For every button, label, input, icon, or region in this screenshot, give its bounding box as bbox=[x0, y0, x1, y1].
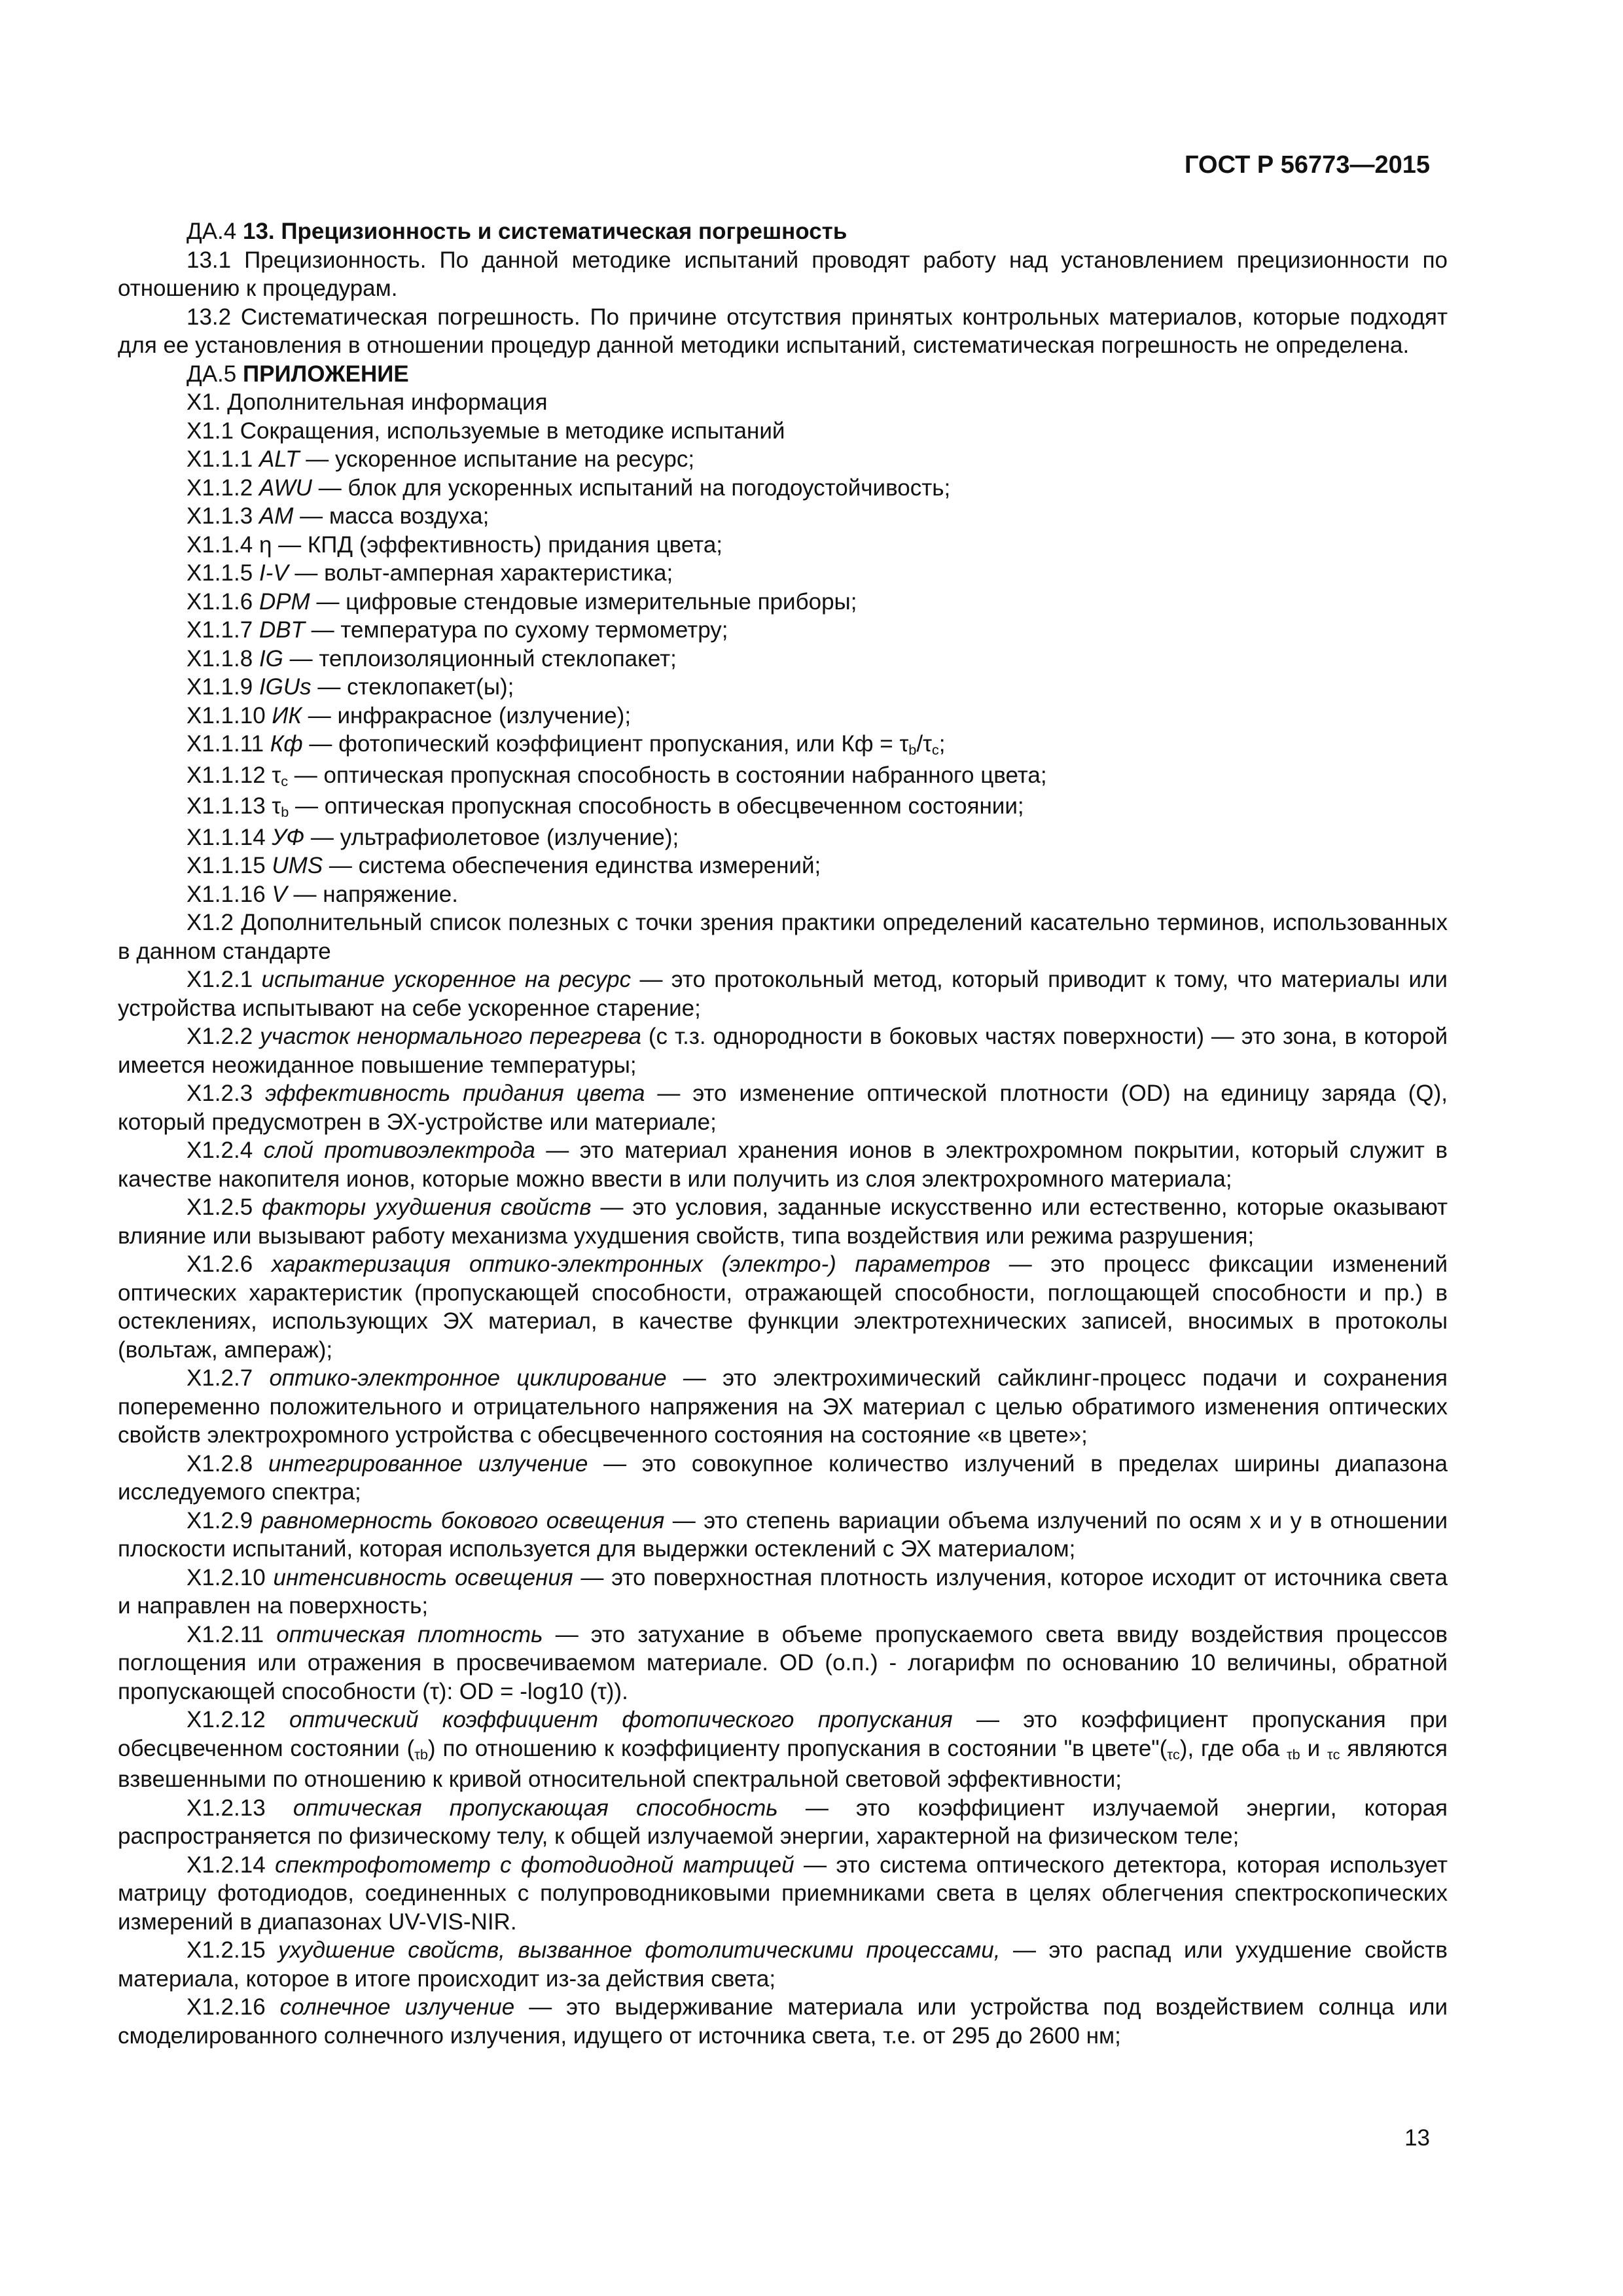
abbr-item: Х1.1.5 I-V — вольт-амперная характеристика; bbox=[187, 560, 673, 586]
paragraph-x1: Х1. Дополнительная информация bbox=[187, 389, 548, 415]
section-da5-heading bbox=[118, 360, 1448, 389]
section-title: 13. Прецизионность и систематическая погрешность bbox=[242, 219, 847, 244]
section-num: ДА.5 bbox=[187, 361, 237, 387]
paragraph-x1-1: Х1.1 Сокращения, используемые в методике испытаний bbox=[187, 418, 785, 444]
standard-code-header: ГОСТ Р 56773—2015 bbox=[1185, 151, 1430, 179]
abbr-item: Х1.1.4 η — КПД (эффективность) придания цвета; bbox=[187, 531, 723, 558]
definition-item: Х1.2.5 факторы ухудшения свойств — это условия, заданные искусственно или естественно, которые оказывают влияние или вызывают работу механизма ухудшения свойств, типа воздействия или режима разрушения; bbox=[118, 1194, 1448, 1249]
definition-item: Х1.2.15 ухудшение свойств, вызванное фотолитическими процессами, — это распад или ухудшение свойств материала, которое в итоге происходит из-за действия света; bbox=[118, 1937, 1448, 1992]
definition-item: Х1.2.6 характеризация оптико-электронных (электро-) параметров — это процесс фиксации изменений оптических характеристик (пропускающей способности, отражающей способности, поглощающей способности и пр.) в остеклениях, использующих ЭХ материал, в качестве функции электротехнических записей, вносимых в протоколы (вольтаж, ампераж); bbox=[118, 1251, 1448, 1363]
paragraph-x1-2: Х1.2 Дополнительный список полезных с точки зрения практики определений касательно терминов, использованных в данном стандарте bbox=[118, 910, 1448, 964]
abbr-item: Х1.1.9 IGUs — стеклопакет(ы); bbox=[187, 674, 514, 700]
abbr-item: Х1.1.8 IG — теплоизоляционный стеклопакет; bbox=[187, 645, 677, 672]
paragraph-13-2: 13.2 Систематическая погрешность. По причине отсутствия принятых контрольных материалов, которые подходят для ее установления в отношении процедур данной методики испытаний, систематическая погрешность не определена. bbox=[118, 304, 1448, 358]
abbr-item: Х1.1.11 Кф — фотопический коэффициент пропускания, или Кф = τb/τc; bbox=[187, 731, 946, 759]
definition-item: Х1.2.9 равномерность бокового освещения — это степень вариации объема излучений по осям x и y в отношении плоскости испытаний, которая используется для выдержки остеклений с ЭХ материалом; bbox=[118, 1507, 1448, 1562]
definition-item: Х1.2.10 интенсивность освещения — это поверхностная плотность излучения, которое исходит от источника света и направлен на поверхность; bbox=[118, 1564, 1448, 1619]
definition-item: Х1.2.3 эффективность придания цвета — это изменение оптической плотности (OD) на единицу заряда (Q), который предусмотрен в ЭХ-устройстве или материале; bbox=[118, 1081, 1448, 1135]
document-body bbox=[118, 217, 1448, 2050]
definition-item: Х1.2.11 оптическая плотность — это затухание в объеме пропускаемого света ввиду воздействия процессов поглощения или отражения в просвечиваемом материале. OD (о.п.) - логарифм по основанию 10 величины, обратной пропускающей способности (τ): OD = -log10 (τ)). bbox=[118, 1621, 1448, 1704]
abbr-item: Х1.1.12 τc — оптическая пропускная способность в состоянии набранного цвета; bbox=[187, 762, 1047, 789]
definition-item: Х1.2.14 спектрофотометр с фотодиодной матрицей — это система оптического детектора, которая использует матрицу фотодиодов, соединенных с полупроводниковыми приемниками света в целях облегчения спектроскопических измерений в диапазонах UV-VIS-NIR. bbox=[118, 1852, 1448, 1935]
abbr-item: Х1.1.10 ИК — инфракрасное (излучение); bbox=[187, 702, 632, 728]
abbr-item: Х1.1.3 AM — масса воздуха; bbox=[187, 503, 490, 529]
abbr-item: Х1.1.13 τb — оптическая пропускная способность в обесцвеченном состоянии; bbox=[187, 793, 1024, 821]
section-num: ДА.4 bbox=[187, 219, 237, 244]
definition-item: Х1.2.4 слой противоэлектрода — это материал хранения ионов в электрохромном покрытии, который служит в качестве накопителя ионов, которые можно ввести в или получить из слоя электрохромного материала; bbox=[118, 1138, 1448, 1192]
abbr-item: Х1.1.1 ALT — ускоренное испытание на ресурс; bbox=[187, 446, 695, 472]
abbr-item: Х1.1.15 UMS — система обеспечения единства измерений; bbox=[187, 853, 821, 878]
definition-item: Х1.2.16 солнечное излучение — это выдерживание материала или устройства под воздействием солнца или смоделированного солнечного излучения, идущего от источника света, т.е. от 295 до 2600 нм; bbox=[118, 1994, 1448, 2049]
definition-item: Х1.2.12 оптический коэффициент фотопического пропускания — это коэффициент пропускания при обесцвеченном состоянии (τb) по отношению к коэффициенту пропускания в состоянии "в цвете"(τc), где оба τb и τc являются взвешенными по отношению к кривой относительной спектральной световой эффективности; bbox=[118, 1707, 1448, 1792]
abbr-item: Х1.1.7 DBT — температура по сухому термометру; bbox=[187, 617, 728, 643]
abbr-item: Х1.1.16 V — напряжение. bbox=[187, 881, 458, 907]
section-da4-heading bbox=[118, 217, 1448, 246]
abbr-item: Х1.1.6 DPM — цифровые стендовые измерительные приборы; bbox=[187, 588, 857, 615]
definition-item: Х1.2.2 участок ненормального перегрева (с т.з. однородности в боковых частях поверхности) — это зона, в которой имеется неожиданное повышение температуры; bbox=[118, 1024, 1448, 1078]
paragraph-13-1: 13.1 Прецизионность. По данной методике испытаний проводят работу над установлением прецизионности по отношению к процедурам. bbox=[118, 247, 1448, 301]
definition-item: Х1.2.1 испытание ускоренное на ресурс — это протокольный метод, который приводит к тому, что материалы или устройства испытывают на себе ускоренное старение; bbox=[118, 967, 1448, 1021]
abbr-item: Х1.1.2 AWU — блок для ускоренных испытаний на погодоустойчивость; bbox=[187, 475, 951, 501]
definition-item: Х1.2.13 оптическая пропускающая способность — это коэффициент излучаемой энергии, которая распространяется по физическому телу, к общей излучаемой энергии, характерной на физическом теле; bbox=[118, 1795, 1448, 1849]
abbr-item: Х1.1.14 УФ — ультрафиолетовое (излучение); bbox=[187, 824, 679, 850]
definition-item: Х1.2.8 интегрированное излучение — это совокупное количество излучений в пределах ширины диапазона исследуемого спектра; bbox=[118, 1450, 1448, 1505]
page-number: 13 bbox=[1404, 2125, 1430, 2151]
section-title: ПРИЛОЖЕНИЕ bbox=[242, 361, 409, 387]
definition-item: Х1.2.7 оптико-электронное циклирование — это электрохимический сайклинг-процесс подачи и сохранения попеременно положительного и отрицательного напряжения на ЭХ материал с целью обратимого изменения оптических свойств электрохромного устройства с обесцвеченного состояния на состояние «в цвете»; bbox=[118, 1365, 1448, 1448]
